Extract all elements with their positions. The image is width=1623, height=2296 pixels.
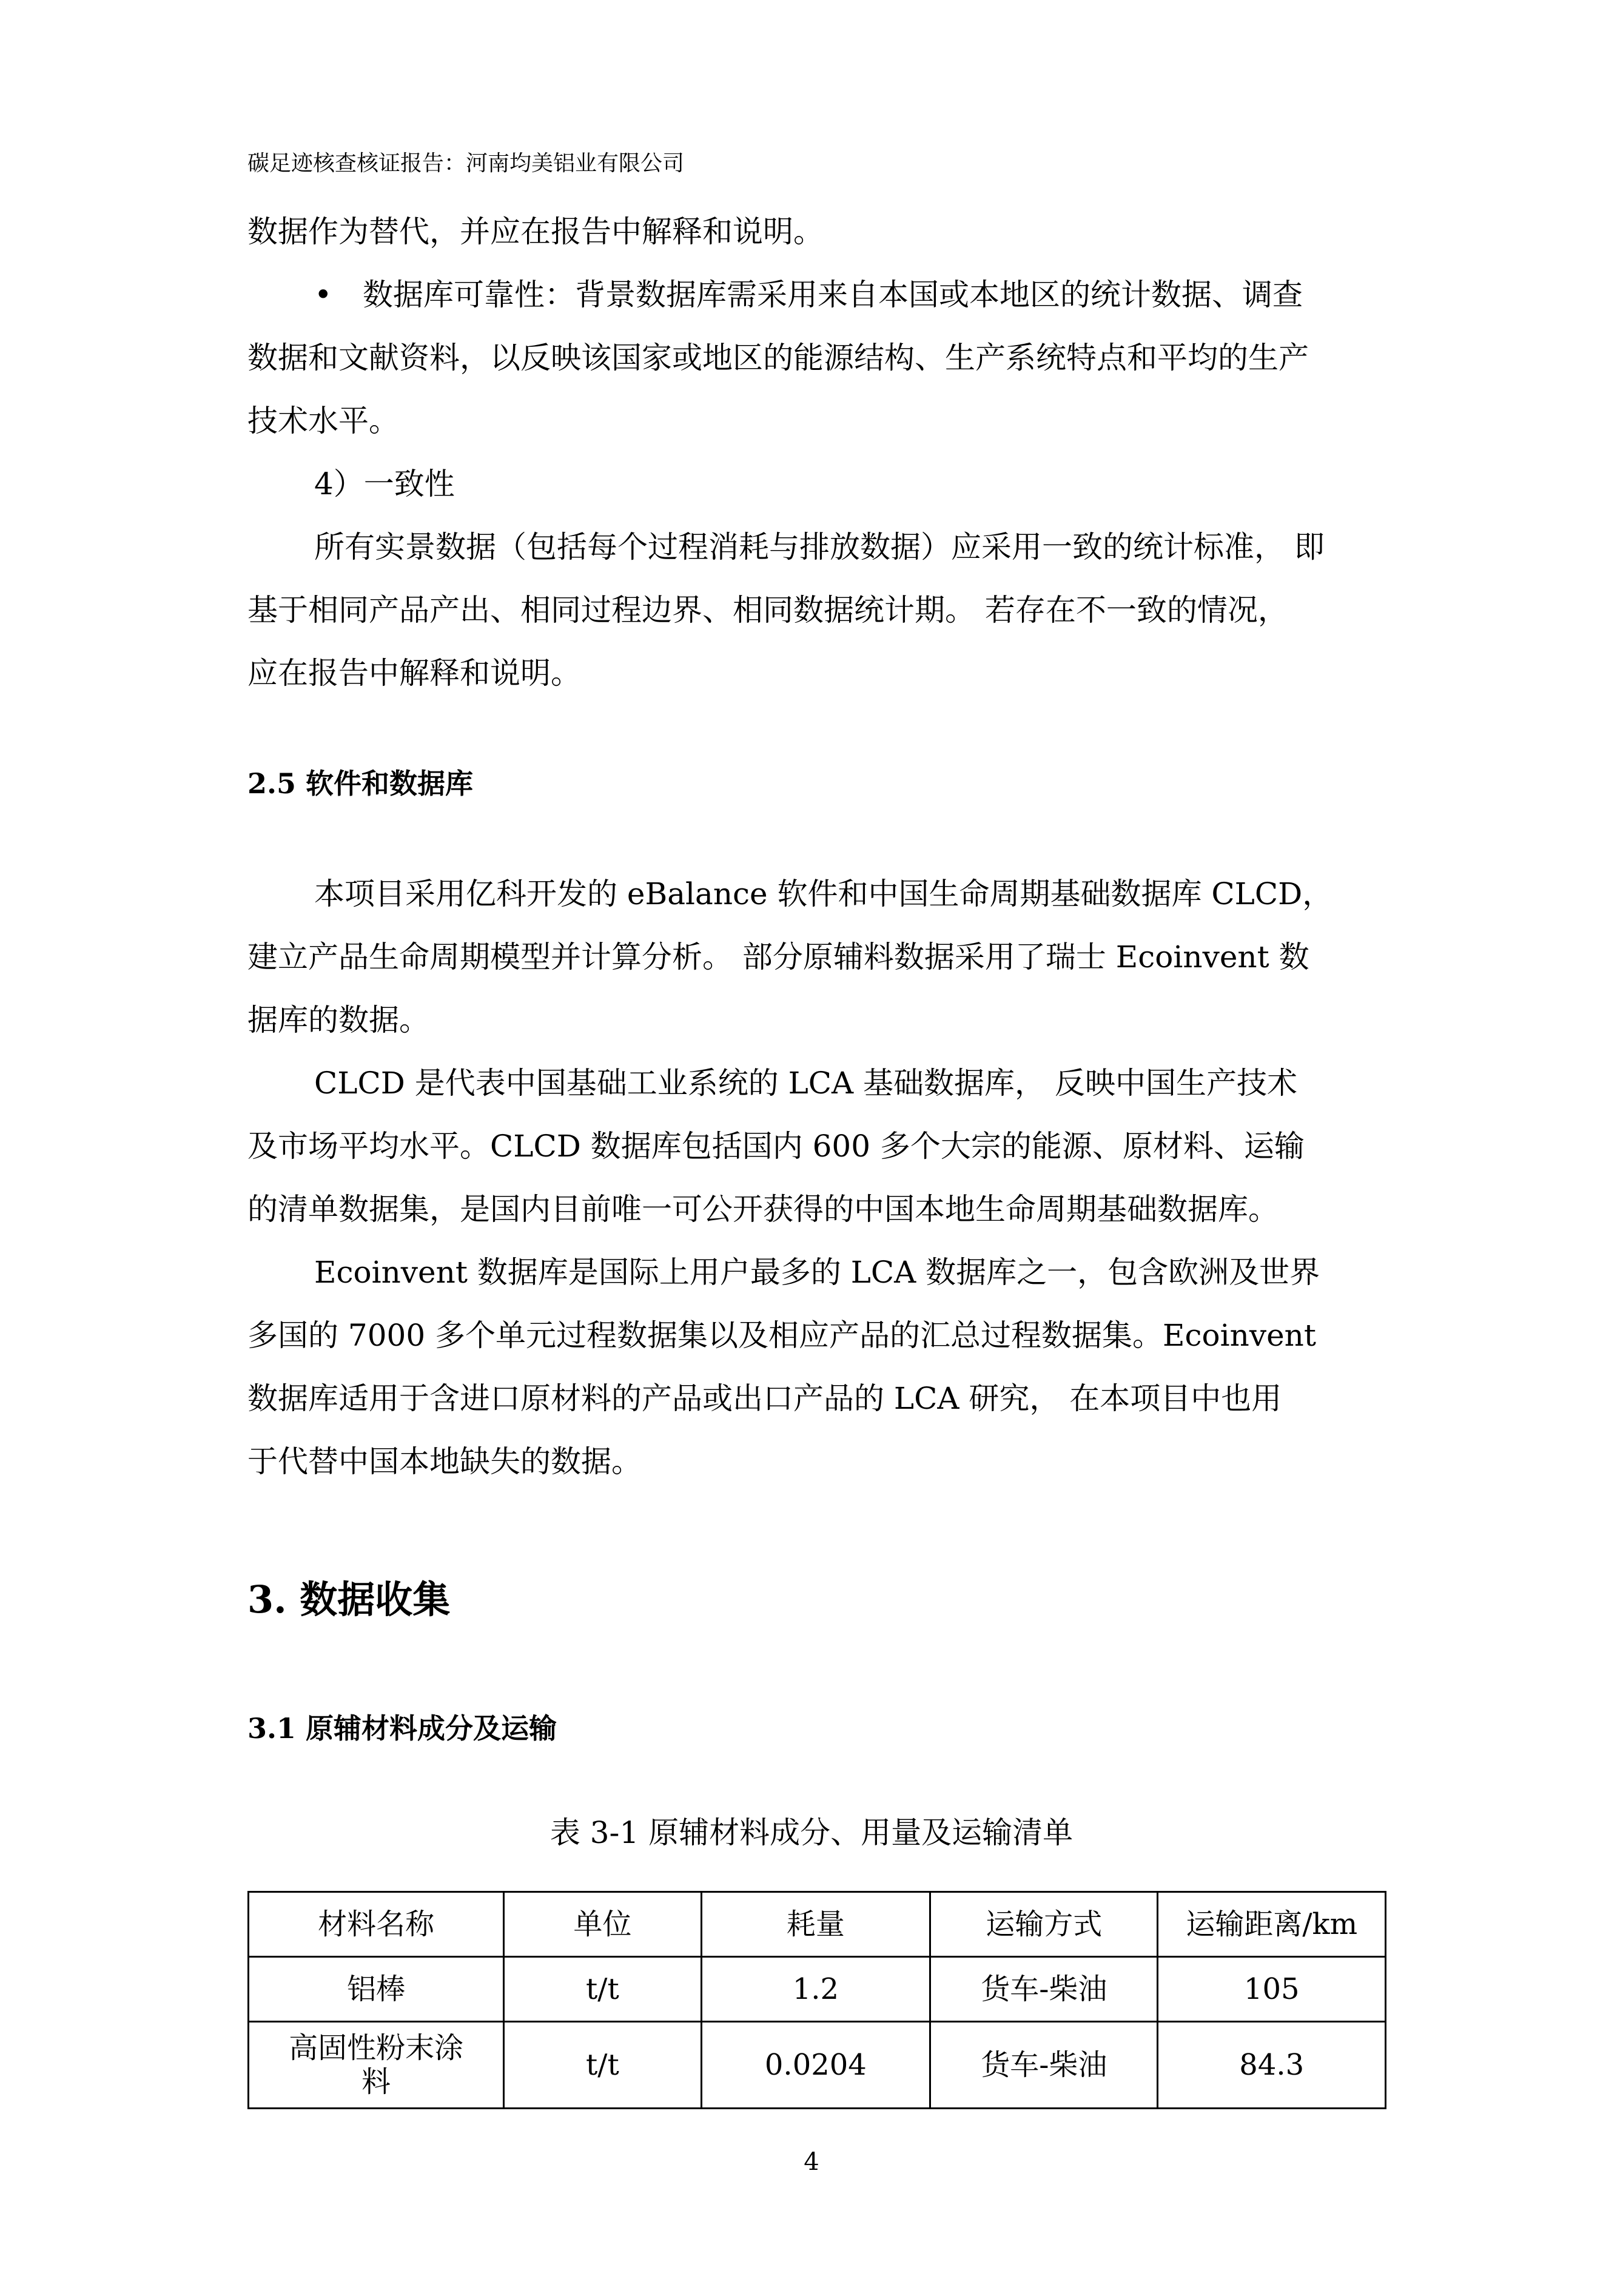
section-2-5-paragraph-2 <box>247 1052 1388 1241</box>
table-cell: 105 <box>1158 1957 1386 2022</box>
table-cell: 0.0204 <box>701 2022 930 2109</box>
running-header: 碳足迹核查核证报告：河南均美铝业有限公司 <box>247 151 685 176</box>
text-line: 应在报告中解释和说明。 <box>247 656 581 691</box>
table-caption: 表 3-1 原辅材料成分、用量及运输清单 <box>549 1815 1074 1850</box>
table-cell: 84.3 <box>1158 2022 1386 2109</box>
text-line: 所有实景数据（包括每个过程消耗与排放数据）应采用一致的统计标准， 即 <box>314 529 1325 565</box>
column-header: 运输距离/km <box>1158 1892 1386 1957</box>
text-line: 建立产品生命周期模型并计算分析。 部分原辅料数据采用了瑞士 Ecoinvent 数 <box>247 939 1309 975</box>
table-cell: 货车-柴油 <box>930 2022 1158 2109</box>
materials-table <box>247 1891 1386 2109</box>
table-row <box>249 2022 1386 2109</box>
intro-paragraph <box>247 200 1388 263</box>
consistency-heading-block <box>247 452 1388 515</box>
column-header: 运输方式 <box>930 1892 1158 1957</box>
column-header: 耗量 <box>701 1892 930 1957</box>
section-3-1-heading: 3.1 原辅材料成分及运输 <box>247 1712 557 1745</box>
text-line: 及市场平均水平。CLCD 数据库包括国内 600 多个大宗的能源、原材料、运输 <box>247 1129 1305 1164</box>
text-line: 数据作为替代，并应在报告中解释和说明。 <box>247 214 824 249</box>
cell-line: 料 <box>361 2065 391 2099</box>
text-line: 基于相同产品产出、相同过程边界、相同数据统计期。 若存在不一致的情况， <box>247 592 1288 628</box>
text-line: 据库的数据。 <box>247 1002 429 1038</box>
table-header-row <box>249 1892 1386 1957</box>
consistency-heading: 4）一致性 <box>314 466 455 502</box>
text-line: 技术水平。 <box>247 403 399 438</box>
section-2-5-heading: 2.5 软件和数据库 <box>247 767 474 800</box>
text-line: Ecoinvent 数据库是国际上用户最多的 LCA 数据库之一，包含欧洲及世界 <box>314 1255 1320 1290</box>
consistency-paragraph <box>247 515 1388 705</box>
text-line: 多国的 7000 多个单元过程数据集以及相应产品的汇总过程数据集。Ecoinvent <box>247 1318 1316 1353</box>
table-cell: 货车-柴油 <box>930 1957 1158 2022</box>
table-cell: 1.2 <box>701 1957 930 2022</box>
column-header: 单位 <box>504 1892 701 1957</box>
cell-line: 高固性粉末涂 <box>289 2031 464 2065</box>
text-line: 数据库适用于含进口原材料的产品或出口产品的 LCA 研究， 在本项目中也用 <box>247 1381 1282 1416</box>
table-cell <box>249 2022 504 2109</box>
table-cell: t/t <box>504 1957 701 2022</box>
text-line-content: 数据库可靠性：背景数据库需采用来自本国或本地区的统计数据、调查 <box>363 277 1303 312</box>
table-cell: 铝棒 <box>249 1957 504 2022</box>
section-3-heading: 3. 数据收集 <box>247 1577 451 1622</box>
table-cell: t/t <box>504 2022 701 2109</box>
column-header: 材料名称 <box>249 1892 504 1957</box>
page-number: 4 <box>804 2148 819 2176</box>
section-2-5-paragraph-1 <box>247 862 1388 1052</box>
text-line: 于代替中国本地缺失的数据。 <box>247 1444 642 1479</box>
text-line: CLCD 是代表中国基础工业系统的 LCA 基础数据库， 反映中国生产技术 <box>314 1066 1297 1101</box>
reliability-bullet-paragraph <box>247 263 1388 452</box>
bullet-mark: • <box>314 277 332 312</box>
text-line: 的清单数据集，是国内目前唯一可公开获得的中国本地生命周期基础数据库。 <box>247 1192 1279 1227</box>
section-2-5-paragraph-3 <box>247 1241 1388 1493</box>
text-line: 数据和文献资料，以反映该国家或地区的能源结构、生产系统特点和平均的生产 <box>247 340 1309 375</box>
text-line <box>247 263 1388 326</box>
table-row <box>249 1957 1386 2022</box>
text-line: 本项目采用亿科开发的 eBalance 软件和中国生命周期基础数据库 CLCD， <box>314 876 1333 911</box>
